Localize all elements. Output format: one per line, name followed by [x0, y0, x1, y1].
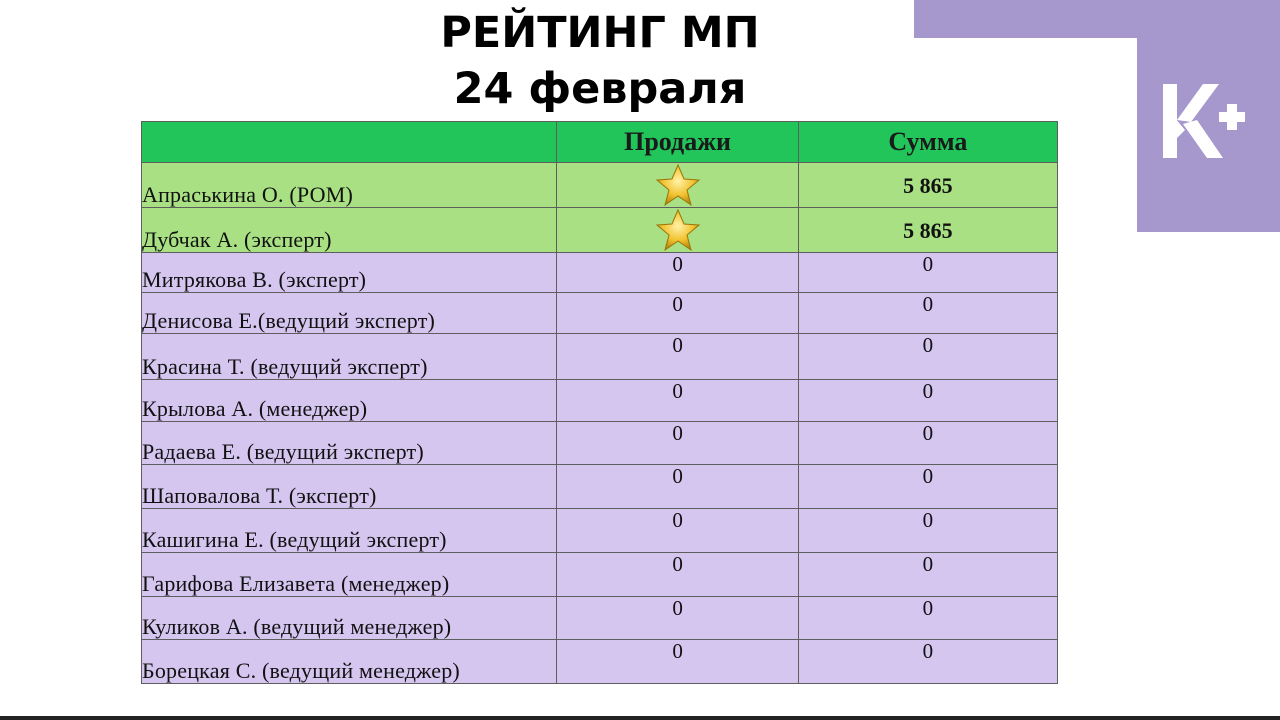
sales-star-cell: [557, 208, 798, 253]
sales-value: 0: [557, 553, 798, 597]
sales-value: 0: [557, 334, 798, 380]
sales-value: 0: [557, 640, 798, 684]
table-row: [142, 422, 1058, 465]
table-row: [142, 380, 1058, 422]
table-row: [142, 553, 1058, 597]
header-sum: Сумма: [798, 122, 1057, 163]
sum-value: 0: [798, 380, 1057, 422]
table-body: [142, 163, 1058, 684]
table-row: [142, 334, 1058, 380]
header-sales: Продажи: [557, 122, 798, 163]
sum-value: 0: [798, 553, 1057, 597]
sum-value: 0: [798, 465, 1057, 509]
employee-name: Кашигина Е. (ведущий эксперт): [142, 509, 557, 553]
sum-value: 0: [798, 334, 1057, 380]
sales-star-cell: [557, 163, 798, 208]
table-row: [142, 293, 1058, 334]
table-row: [142, 253, 1058, 293]
page-subtitle-date: 24 февраля: [453, 64, 747, 114]
employee-name: Денисова Е.(ведущий эксперт): [142, 293, 557, 334]
employee-name: Крылова А. (менеджер): [142, 380, 557, 422]
star-icon: [655, 208, 701, 252]
employee-name: Радаева Е. (ведущий эксперт): [142, 422, 557, 465]
sales-value: 0: [557, 293, 798, 334]
employee-name: Гарифова Елизавета (менеджер): [142, 553, 557, 597]
sales-value: 0: [557, 509, 798, 553]
logo-block: [1137, 38, 1280, 232]
employee-name: Куликов А. (ведущий менеджер): [142, 597, 557, 640]
employee-name: Митрякова В. (эксперт): [142, 253, 557, 293]
sum-value: 5 865: [798, 163, 1057, 208]
k-plus-logo-icon: [1157, 78, 1257, 168]
employee-name: Дубчак А. (эксперт): [142, 208, 557, 253]
employee-name: Апраськина О. (РОМ): [142, 163, 557, 208]
bottom-divider: [0, 716, 1280, 720]
table-header-row: [142, 122, 1058, 163]
employee-name: Борецкая С. (ведущий менеджер): [142, 640, 557, 684]
star-icon: [655, 163, 701, 207]
table-row: [142, 509, 1058, 553]
sum-value: 0: [798, 253, 1057, 293]
rating-table: [141, 121, 1058, 684]
table-row: [142, 163, 1058, 208]
table-row: [142, 465, 1058, 509]
sum-value: 0: [798, 509, 1057, 553]
table-row: [142, 640, 1058, 684]
table-row: [142, 597, 1058, 640]
sales-value: 0: [557, 422, 798, 465]
page-title: РЕЙТИНГ МП: [440, 8, 760, 58]
employee-name: Красина Т. (ведущий эксперт): [142, 334, 557, 380]
table-row: [142, 208, 1058, 253]
sales-value: 0: [557, 597, 798, 640]
sum-value: 0: [798, 422, 1057, 465]
logo-band: [914, 0, 1280, 38]
header-name: [142, 122, 557, 163]
sum-value: 0: [798, 597, 1057, 640]
sales-value: 0: [557, 253, 798, 293]
sales-value: 0: [557, 465, 798, 509]
employee-name: Шаповалова Т. (эксперт): [142, 465, 557, 509]
sum-value: 0: [798, 293, 1057, 334]
sum-value: 0: [798, 640, 1057, 684]
sales-value: 0: [557, 380, 798, 422]
sum-value: 5 865: [798, 208, 1057, 253]
